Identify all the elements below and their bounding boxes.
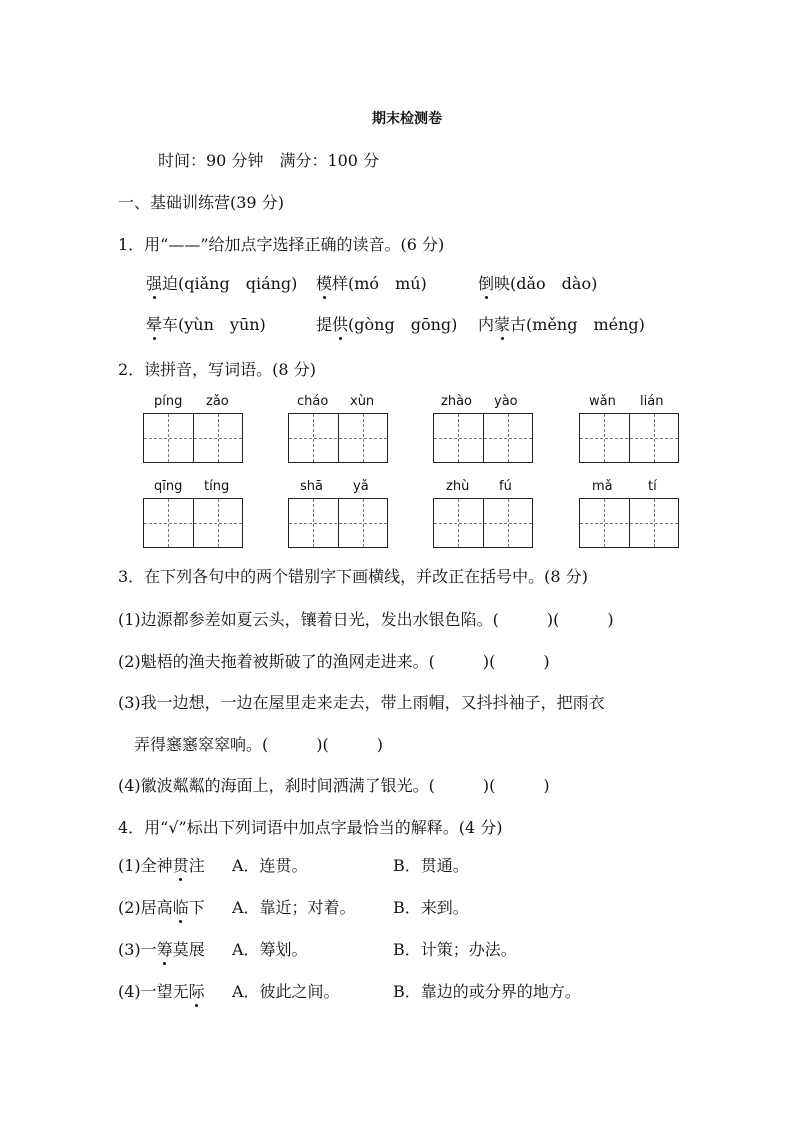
- q3-sentence: (2)魁梧的渔夫拖着被斯破了的渔网走进来。( )( ): [118, 652, 550, 671]
- dotted-char: 倒: [478, 271, 494, 294]
- pinyin: xùn: [350, 394, 375, 409]
- pinyin: zǎo: [206, 394, 229, 409]
- question-4-heading: 4．用“√”标出下列词语中加点字最恰当的解释。(4 分): [118, 818, 503, 837]
- dotted-char: 蒙: [494, 312, 510, 335]
- section-heading: 一、基础训练营(39 分): [118, 193, 284, 212]
- q3-sentence: (1)边源都参差如夏云头，镶着日光，发出水银色陷。( )( ): [118, 610, 614, 629]
- pinyin: qīng: [154, 479, 183, 494]
- dotted-char: 际: [189, 979, 205, 1002]
- q1-item: 内蒙古(měng méng): [478, 312, 645, 335]
- exam-meta: 时间：90 分钟 满分：100 分: [158, 151, 380, 170]
- writing-grid[interactable]: [143, 413, 243, 463]
- q4-term: (1)全神贯注: [118, 853, 205, 876]
- question-3-heading: 3．在下列各句中的两个错别字下画横线，并改正在括号中。(8 分): [118, 567, 588, 586]
- pinyin: tí: [648, 479, 657, 494]
- q4-option-b[interactable]: B．来到。: [393, 898, 469, 917]
- q3-sentence: (3)我一边想，一边在屋里走来走去，带上雨帽，又抖抖袖子，把雨衣: [118, 693, 605, 712]
- pinyin: lián: [640, 394, 664, 409]
- dotted-char: 强: [146, 271, 162, 294]
- pinyin: píng: [154, 394, 183, 409]
- dotted-char: 晕: [146, 312, 162, 335]
- q4-option-a[interactable]: A．彼此之间。: [232, 982, 340, 1001]
- pinyin: yào: [494, 394, 518, 409]
- q4-term: (4)一望无际: [118, 979, 205, 1002]
- q1-item: 模样(mó mú): [316, 271, 427, 294]
- pinyin: mǎ: [592, 479, 613, 494]
- page-title: 期末检测卷: [372, 111, 442, 127]
- q1-item: 晕车(yùn yūn): [146, 312, 266, 335]
- pinyin: zhù: [446, 479, 470, 494]
- dotted-char: 临: [173, 895, 189, 918]
- writing-grid[interactable]: [288, 413, 388, 463]
- q4-term: (3)一筹莫展: [118, 937, 205, 960]
- q1-item: 提供(gòng gōng): [316, 312, 457, 335]
- q1-item: 倒映(dǎo dào): [478, 271, 597, 294]
- dotted-char: 模: [316, 271, 332, 294]
- writing-grid[interactable]: [433, 413, 533, 463]
- q4-option-a[interactable]: A．连贯。: [232, 856, 308, 875]
- q4-term: (2)居高临下: [118, 895, 205, 918]
- pinyin: cháo: [297, 394, 329, 409]
- pinyin: yǎ: [353, 479, 369, 494]
- question-1-heading: 1．用“——”给加点字选择正确的读音。(6 分): [118, 235, 445, 254]
- pinyin: zhào: [441, 394, 472, 409]
- pinyin: fú: [499, 479, 512, 494]
- q3-sentence: 弄得窸窸窣窣响。( )( ): [134, 735, 383, 754]
- dotted-char: 贯: [173, 853, 189, 876]
- question-2-heading: 2．读拼音，写词语。(8 分): [118, 360, 316, 379]
- q4-option-a[interactable]: A．筹划。: [232, 940, 308, 959]
- dotted-char: 供: [332, 312, 348, 335]
- writing-grid[interactable]: [288, 498, 388, 548]
- pinyin: tíng: [204, 479, 230, 494]
- q1-item: 强迫(qiǎng qiáng): [146, 271, 297, 294]
- q3-sentence: (4)徽波粼粼的海面上，刹时间洒满了银光。( )( ): [118, 776, 550, 795]
- writing-grid[interactable]: [579, 498, 679, 548]
- writing-grid[interactable]: [433, 498, 533, 548]
- writing-grid[interactable]: [579, 413, 679, 463]
- q4-option-b[interactable]: B．贯通。: [393, 856, 469, 875]
- pinyin: wǎn: [589, 394, 616, 409]
- pinyin: shā: [300, 479, 323, 494]
- q4-option-b[interactable]: B．靠边的或分界的地方。: [393, 982, 581, 1001]
- dotted-char: 筹: [157, 937, 173, 960]
- writing-grid[interactable]: [143, 498, 243, 548]
- q4-option-b[interactable]: B．计策；办法。: [393, 940, 517, 959]
- q4-option-a[interactable]: A．靠近；对着。: [232, 898, 356, 917]
